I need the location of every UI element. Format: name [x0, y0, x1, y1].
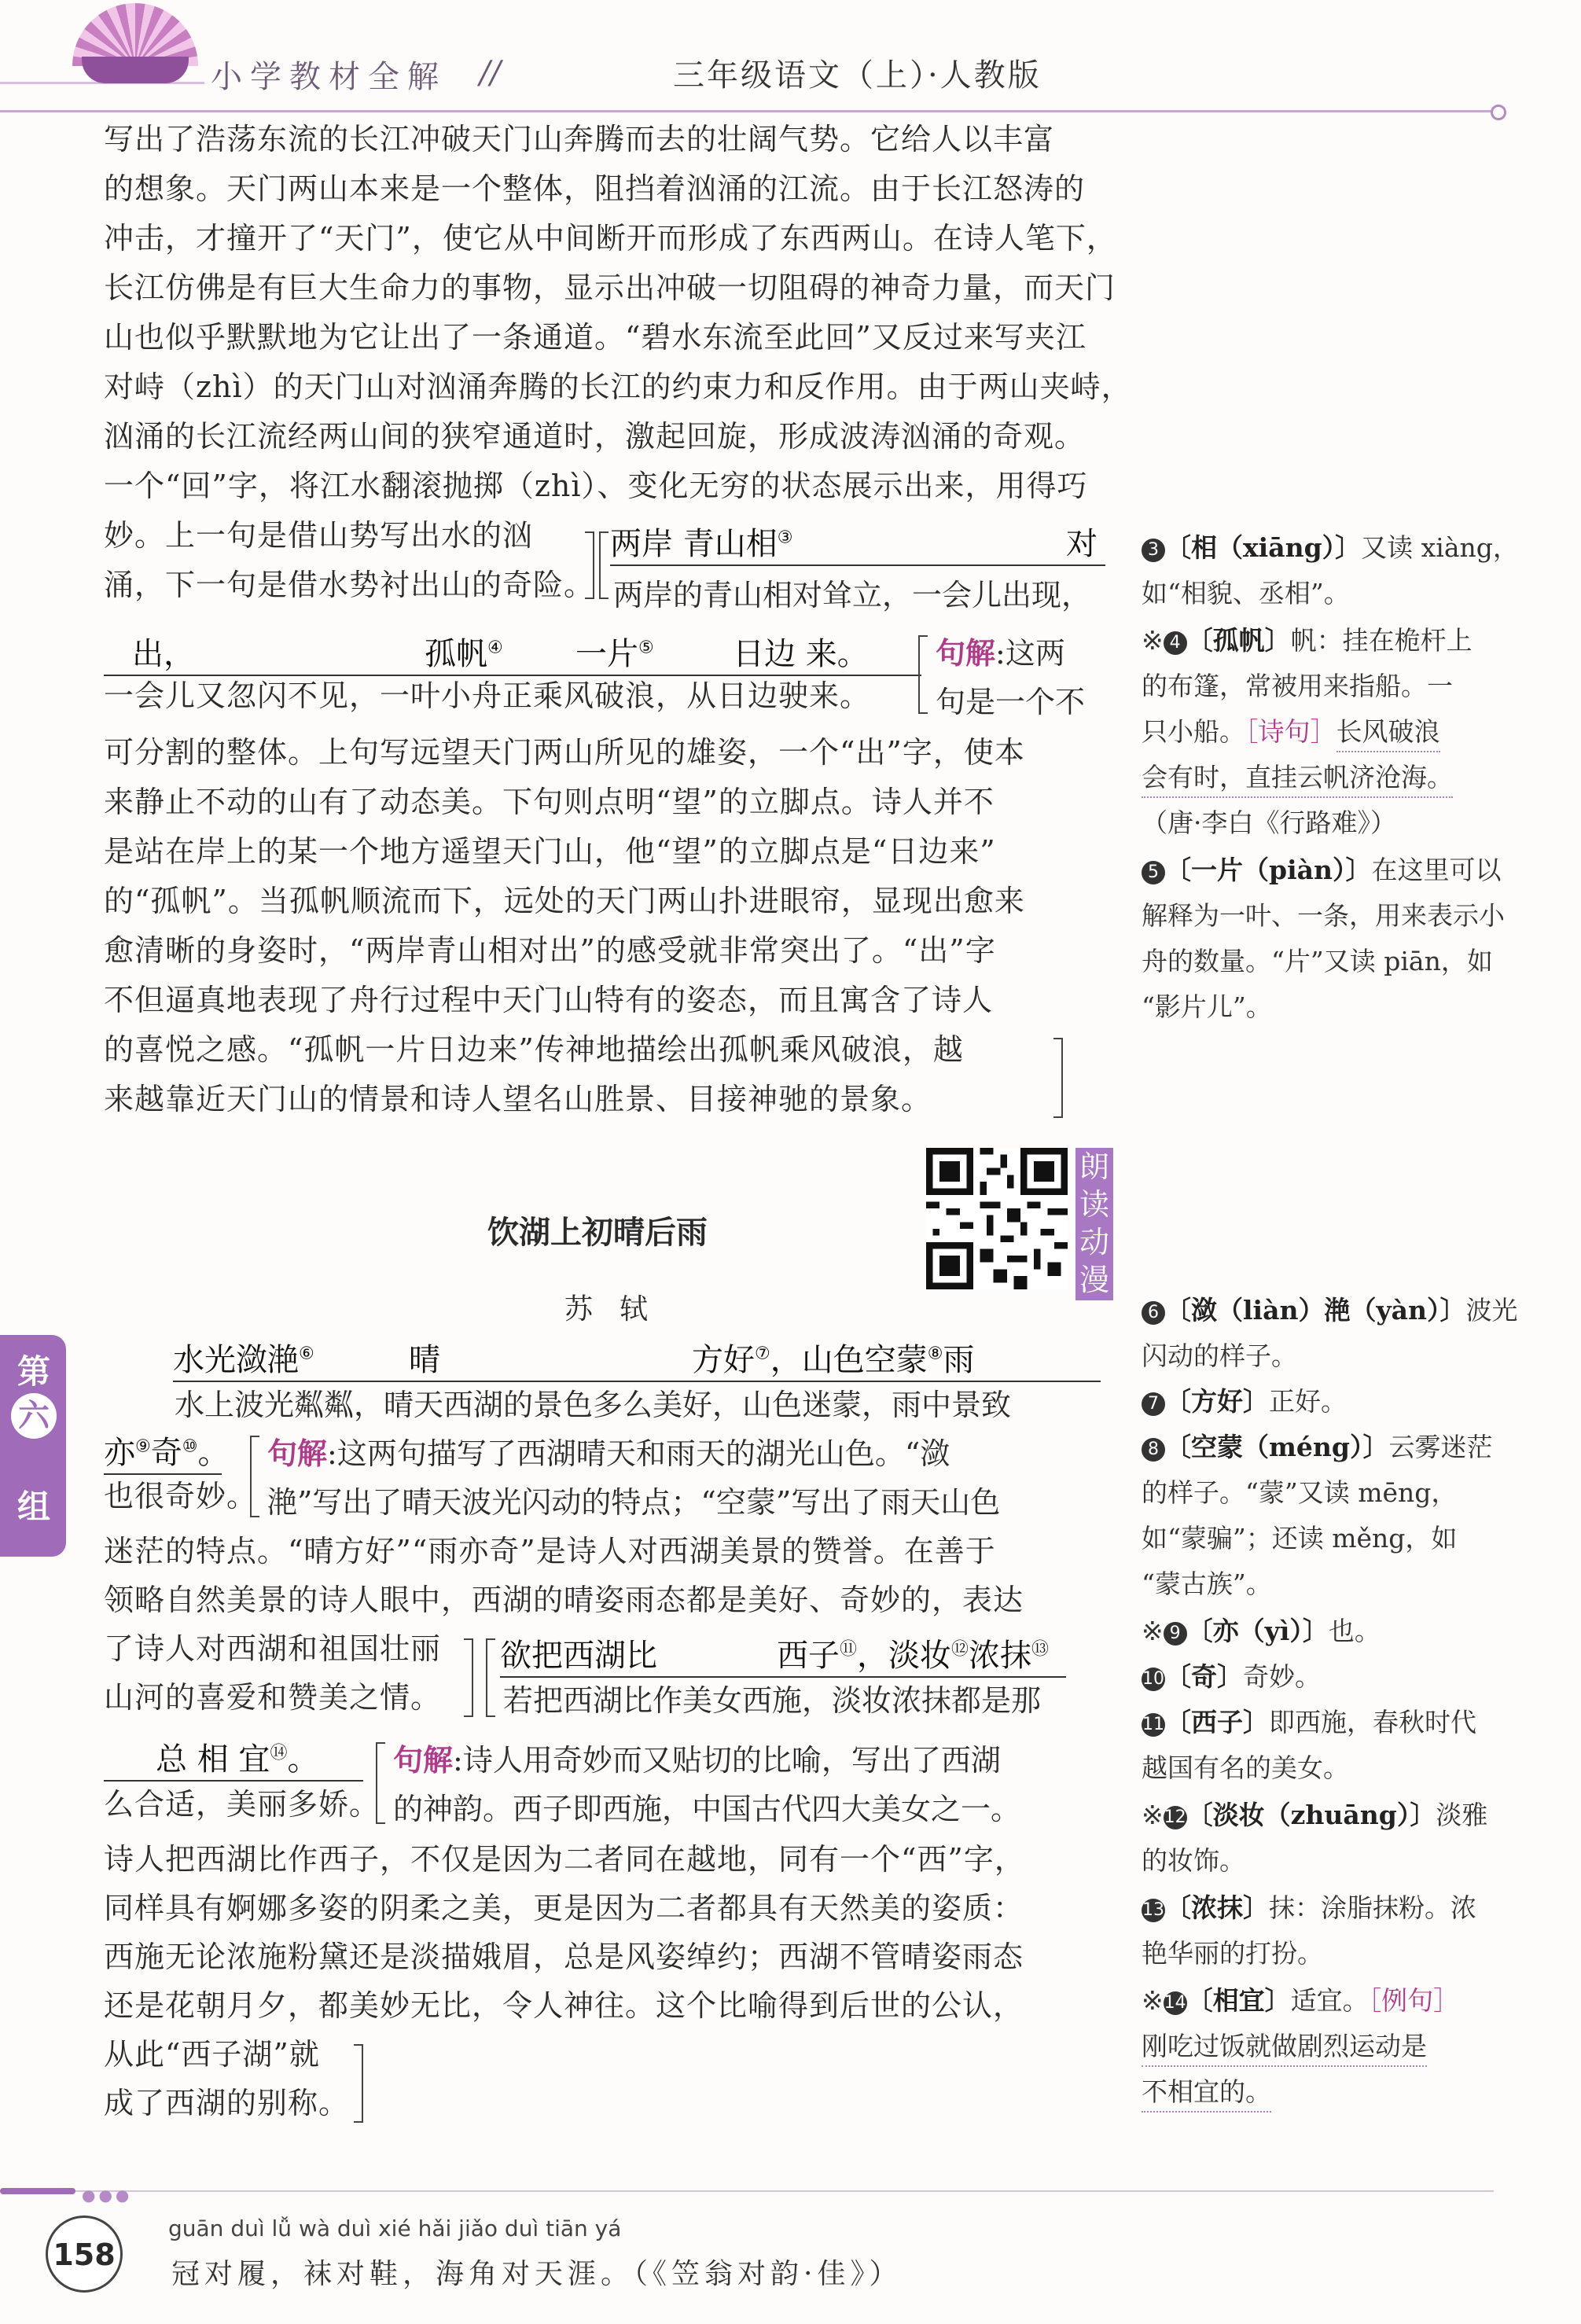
- page-number: 158: [53, 2238, 116, 2272]
- unit-tab-number: 六: [11, 1393, 57, 1439]
- text-line: 是站在岸上的某一个地方遥望天门山，他“望”的立脚点是“日边来”: [104, 834, 996, 869]
- bracket: [585, 531, 594, 599]
- jujie-line: 句解:这两句描写了西湖晴天和雨天的湖光山色。“潋: [267, 1436, 950, 1471]
- text-line: 山也似乎默默地为它让出了一条通道。“碧水东流至此回”又反过来写夹江: [104, 320, 1086, 355]
- text-line: 愈清晰的身姿时，“两岸青山相对出”的感受就非常突出了。“出”字: [104, 933, 996, 968]
- note-7: 7 〔方好〕正好。: [1142, 1388, 1347, 1416]
- text-line: 的“孤帆”。当孤帆顺流而下，远处的天门两山扑进眼帘，显现出愈来: [104, 884, 1025, 918]
- note-line: 闪动的样子。: [1142, 1340, 1297, 1371]
- text-line: 涌，下一句是借水势衬出山的奇险。: [104, 568, 595, 602]
- text-line: 从此“西子湖”就: [104, 2037, 320, 2072]
- note-5: 5 〔一片（piàn）〕在这里可以: [1142, 857, 1502, 884]
- note-line: “影片儿”。: [1142, 991, 1272, 1022]
- note-line: “蒙古族”。: [1142, 1568, 1272, 1599]
- poem-author: 苏轼: [564, 1293, 675, 1326]
- note-13: 13〔浓抹〕抹：涂脂抹粉。浓: [1142, 1892, 1476, 1923]
- text-line: 可分割的整体。上句写远望天门两山所见的雄姿，一个“出”字，使本: [104, 735, 1025, 770]
- text-line: 对峙（zhì）的天门山对汹涌奔腾的长江的约束力和反作用。由于两山夹峙，: [104, 370, 1132, 404]
- poem-line: 出， 孤帆④ 一片⑤ 日边 来。: [104, 638, 921, 676]
- note-9: ※ 9 〔亦（yì）〕也。: [1142, 1616, 1381, 1646]
- translation-line: 么合适，美丽多娇。: [104, 1787, 381, 1822]
- text-line: 诗人把西湖比作西子，不仅是因为二者同在越地，同有一个“西”字，: [104, 1842, 1025, 1877]
- jujie-line: 了诗人对西湖和祖国壮丽: [104, 1631, 442, 1666]
- jujie-line: 迷茫的特点。“晴方好”“雨亦奇”是诗人对西湖美景的赞誉。在善于: [104, 1534, 996, 1568]
- poem-line: 水光潋滟⑥ 晴 方好⑦，山色空蒙⑧雨: [173, 1344, 1101, 1382]
- bracket: [250, 1436, 259, 1517]
- unit-tab-top: 第: [17, 1352, 51, 1391]
- qr-code[interactable]: [926, 1148, 1068, 1289]
- translation-line: 也很奇妙。: [104, 1479, 258, 1513]
- text-line: 成了西湖的别称。: [104, 2086, 350, 2120]
- poem-line: 欲把西湖比 西子⑪，淡妆⑫浓抹⑬: [500, 1640, 1066, 1678]
- unit-tab-bottom: 组: [17, 1487, 51, 1526]
- note-line: 越国有名的美女。: [1142, 1752, 1349, 1783]
- note-12: ※12〔淡妆（zhuāng）〕淡雅: [1142, 1800, 1488, 1830]
- note-line: 的布篷，常被用来指船。一: [1142, 671, 1453, 701]
- note-line: 只小船。［诗句］长风破浪: [1142, 719, 1440, 745]
- qr-tag-char: 动: [1079, 1225, 1109, 1259]
- text-line: 来静止不动的山有了动态美。下句则点明“望”的立脚点。诗人并不: [104, 785, 995, 819]
- translation-line: 水上波光粼粼，晴天西湖的景色多么美好，山色迷蒙，雨中景致: [175, 1388, 1012, 1422]
- footer-pinyin: guān duì lǚ wà duì xié hǎi jiǎo duì tiān yá: [168, 2216, 622, 2241]
- note-line: 解释为一叶、一条，用来表示小: [1142, 900, 1505, 931]
- qr-tag-char: 朗: [1079, 1149, 1109, 1184]
- jujie-line: 山河的喜爱和赞美之情。: [104, 1680, 442, 1715]
- logo-book-icon: [82, 57, 189, 83]
- header-rule-dot: [1491, 105, 1506, 120]
- note-10: 10〔奇〕奇妙。: [1142, 1661, 1321, 1692]
- bracket: [354, 2044, 363, 2123]
- text-line: 来越靠近天门山的情景和诗人望名山胜景、目接神驰的景象。: [104, 1082, 932, 1116]
- note-line: 艳华丽的打扮。: [1142, 1938, 1323, 1969]
- translation-line: 两岸的青山相对耸立，一会儿出现，: [613, 578, 1092, 612]
- translation-line: 若把西湖比作美女西施，淡妆浓抹都是那: [503, 1683, 1042, 1718]
- header-book-title: 三年级语文（上）·人教版: [673, 57, 1042, 94]
- jujie-line: 句是一个不: [936, 685, 1086, 719]
- note-line: 的妆饰。: [1142, 1845, 1245, 1876]
- poem-line: 总 相 宜⑭。: [104, 1744, 363, 1782]
- bracket: [486, 1638, 495, 1717]
- note-14: ※14〔相宜〕适宜。［例句］: [1142, 1985, 1460, 2016]
- poem-title: 饮湖上初晴后雨: [487, 1215, 708, 1251]
- header-series: 小学教材全解: [211, 59, 447, 95]
- note-line: 刚吃过饭就做剧烈运动是: [1142, 2033, 1427, 2059]
- jujie-line: 句解:这两: [936, 635, 1065, 671]
- text-line: 不但逼真地表现了舟行过程中天门山特有的姿态，而且寓含了诗人: [104, 983, 994, 1017]
- bracket: [1053, 1038, 1063, 1118]
- jujie-line: 的神韵。西子即西施，中国古代四大美女之一。: [393, 1792, 1021, 1826]
- note-8: 8 〔空蒙（méng）〕云雾迷茫: [1142, 1434, 1492, 1462]
- bracket: [918, 635, 928, 714]
- text-line: 同样具有婀娜多姿的阴柔之美，更是因为二者都具有天然美的姿质：: [104, 1891, 1024, 1925]
- text-line: 汹涌的长江流经两山间的狭窄通道时，激起回旋，形成波涛汹涌的奇观。: [104, 419, 1086, 454]
- note-3: 3 〔相（xiāng）〕又读 xiàng，: [1142, 535, 1519, 562]
- text-line: 一个“回”字，将江水翻滚抛掷（zhì）、变化无穷的状态展示出来，用得巧: [104, 469, 1088, 503]
- text-line: 的想象。天门两山本来是一个整体，阻挡着汹涌的江流。由于长江怒涛的: [104, 171, 1086, 206]
- footer-rule-accent: [0, 2188, 75, 2194]
- footer-dots-icon: ●●●: [82, 2186, 133, 2204]
- note-line: 会有时，直挂云帆济沧海。: [1142, 764, 1453, 790]
- poem-line: 两岸 青山相③ 对: [610, 528, 1105, 566]
- note-line: （唐·李白《行路难》）: [1142, 807, 1396, 838]
- note-6: 6 〔潋（liàn）滟（yàn）〕波光: [1142, 1297, 1518, 1325]
- bracket: [376, 1742, 385, 1824]
- text-line: 长江仿佛是有巨大生命力的事物，显示出冲破一切阻碍的神奇力量，而天门: [104, 270, 1116, 305]
- footer-couplet: 冠对履，袜对鞋，海角对天涯。（《笠翁对韵·佳》）: [171, 2258, 903, 2290]
- note-line: 的样子。“蒙”又读 mēng，: [1142, 1477, 1458, 1508]
- bracket: [599, 531, 609, 599]
- text-line: 写出了浩荡东流的长江冲破天门山奔腾而去的壮阔气势。它给人以丰富: [104, 122, 1055, 156]
- jujie-line: 滟”写出了晴天波光闪动的特点；“空蒙”写出了雨天山色: [267, 1485, 1001, 1520]
- translation-line: 一会儿又忽闪不见，一叶小舟正乘风破浪，从日边驶来。: [104, 678, 871, 713]
- jujie-line: 句解:诗人用奇妙而又贴切的比喻，写出了西湖: [393, 1742, 1001, 1778]
- jujie-line: 领略自然美景的诗人眼中，西湖的晴姿雨态都是美好、奇妙的，表达: [104, 1583, 1024, 1617]
- text-line: 还是花朝月夕，都美妙无比，令人神往。这个比喻得到后世的公认，: [104, 1988, 1024, 2023]
- qr-tag[interactable]: [1075, 1148, 1113, 1300]
- text-line: 西施无论浓施粉黛还是淡描娥眉，总是风姿绰约；西湖不管晴姿雨态: [104, 1940, 1024, 1974]
- header-rule: [0, 110, 1494, 112]
- note-11: 11〔西子〕即西施，春秋时代: [1142, 1707, 1476, 1737]
- bracket: [464, 1638, 473, 1717]
- qr-tag-char: 漫: [1079, 1263, 1109, 1297]
- header-slash: //: [480, 55, 501, 91]
- qr-tag-char: 读: [1079, 1187, 1109, 1222]
- note-4: ※ 4 〔孤帆〕帆：挂在桅杆上: [1142, 625, 1473, 656]
- note-line: 如“相貌、丞相”。: [1142, 578, 1350, 609]
- text-line: 妙。上一句是借山势写出水的汹: [104, 518, 534, 553]
- text-line: 的喜悦之感。“孤帆一片日边来”传神地描绘出孤帆乘风破浪，越: [104, 1032, 964, 1067]
- poem-line: 亦⑨奇⑩。: [104, 1437, 222, 1475]
- text-line: 冲击，才撞开了“天门”，使它从中间断开而形成了东西两山。在诗人笔下，: [104, 221, 1117, 256]
- footer-rule: [0, 2190, 1494, 2192]
- note-line: 如“蒙骗”；还读 měng，如: [1142, 1523, 1458, 1554]
- note-line: 不相宜的。: [1142, 2079, 1271, 2105]
- note-line: 舟的数量。“片”又读 piān，如: [1142, 946, 1493, 976]
